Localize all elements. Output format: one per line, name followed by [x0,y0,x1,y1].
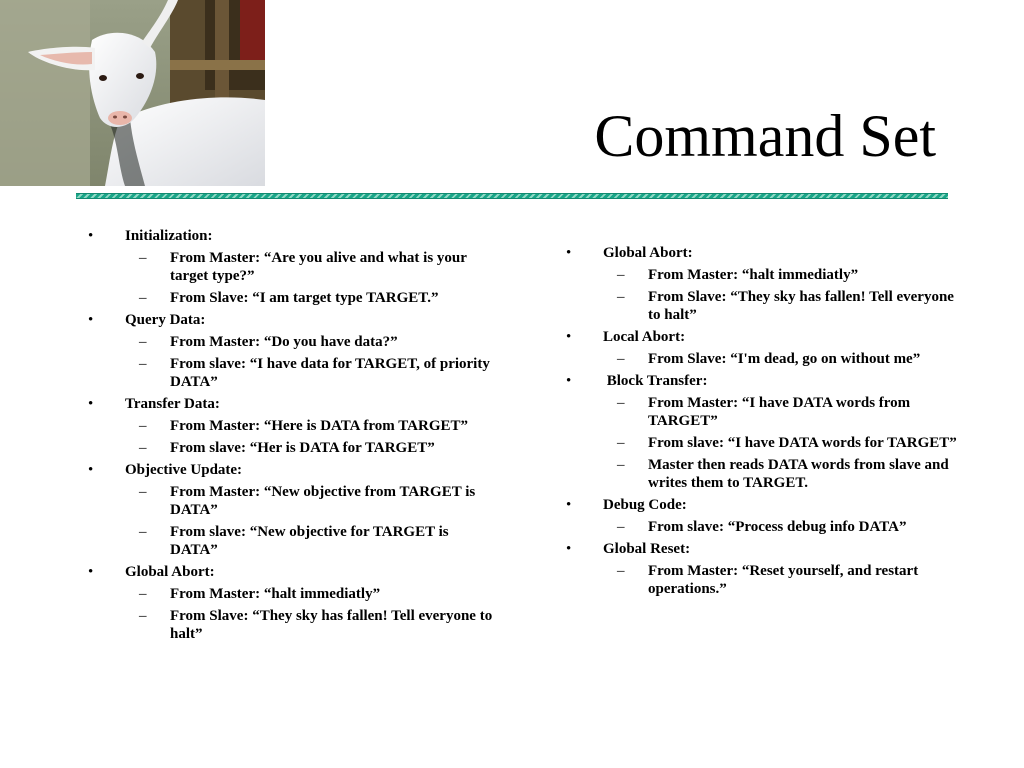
bullet-icon: • [566,373,572,389]
list-item [86,461,496,559]
dash-icon: – [139,586,147,602]
bullet-icon: • [88,312,94,328]
bullet-label: Transfer Data: [125,396,220,412]
bullet-label: Block Transfer: [603,373,708,389]
bullet-icon: • [88,462,94,478]
sub-item-text: From Master: “Reset yourself, and restart operations.” [648,563,919,597]
dash-icon: – [139,524,147,540]
dash-icon: – [139,608,147,624]
list-item [125,585,496,603]
list-item [125,333,496,351]
bullet-icon: • [566,329,572,345]
list-item [564,372,964,492]
bullet-label: Global Reset: [603,541,691,557]
sub-item-text: From slave: “New objective for TARGET is DATA” [170,524,449,558]
list-item [603,288,964,324]
bullet-icon: • [88,564,94,580]
list-item [86,563,496,643]
bullet-label: Local Abort: [603,329,686,345]
dash-icon: – [617,435,625,451]
list-item [125,607,496,643]
list-item [603,434,964,452]
bullet-icon: • [88,396,94,412]
list-item [603,518,964,536]
list-item [564,244,964,324]
sub-item-text: From Master: “halt immediatly” [170,586,381,602]
sub-item-text: From slave: “I have data for TARGET, of priority DATA” [170,356,490,390]
dash-icon: – [139,334,147,350]
sub-item-text: From slave: “Her is DATA for TARGET” [170,440,435,456]
list-item [564,540,964,598]
dash-icon: – [617,395,625,411]
dash-icon: – [617,519,625,535]
sub-item-text: From Master: “Do you have data?” [170,334,398,350]
dash-icon: – [139,484,147,500]
dash-icon: – [617,267,625,283]
right-column [564,244,964,602]
bullet-icon: • [566,245,572,261]
list-item [125,439,496,457]
sub-item-text: From Slave: “They sky has fallen! Tell everyone to halt” [648,289,954,323]
list-item [86,311,496,391]
list-item [603,350,964,368]
sub-item-text: From Slave: “I'm dead, go on without me” [648,351,921,367]
sub-item-text: From slave: “I have DATA words for TARGET” [648,435,957,451]
sub-item-text: From Master: “halt immediatly” [648,267,859,283]
dash-icon: – [139,440,147,456]
title-divider [76,193,948,199]
bullet-label: Global Abort: [125,564,215,580]
sub-item-text: From Master: “Are you alive and what is your target type?” [170,250,467,284]
dash-icon: – [617,289,625,305]
bullet-label: Debug Code: [603,497,687,513]
dash-icon: – [139,290,147,306]
sub-item-text: From Slave: “They sky has fallen! Tell everyone to halt” [170,608,493,642]
bullet-label: Initialization: [125,228,213,244]
list-item [125,523,496,559]
list-item [125,289,496,307]
dash-icon: – [139,418,147,434]
dash-icon: – [139,356,147,372]
list-item [125,355,496,391]
list-item [86,395,496,457]
list-item [125,483,496,519]
list-item [564,328,964,368]
list-item [603,562,964,598]
dash-icon: – [617,563,625,579]
sub-item-text: From Master: “New objective from TARGET is DATA” [170,484,476,518]
list-item [86,227,496,307]
dash-icon: – [617,457,625,473]
list-item [603,456,964,492]
list-item [125,249,496,285]
dash-icon: – [139,250,147,266]
list-item [603,394,964,430]
bullet-label: Global Abort: [603,245,693,261]
list-item [125,417,496,435]
sub-item-text: From Master: “I have DATA words from TARGET” [648,395,911,429]
sub-item-text: From Master: “Here is DATA from TARGET” [170,418,469,434]
list-item [564,496,964,536]
bullet-icon: • [566,497,572,513]
sub-item-text: From Slave: “I am target type TARGET.” [170,290,439,306]
bullet-label: Objective Update: [125,462,243,478]
sub-item-text: Master then reads DATA words from slave and writes them to TARGET. [648,457,949,491]
list-item [603,266,964,284]
goat-photo [0,0,265,186]
bullet-icon: • [566,541,572,557]
dash-icon: – [617,351,625,367]
left-column [86,227,496,647]
sub-item-text: From slave: “Process debug info DATA” [648,519,907,535]
bullet-icon: • [88,228,94,244]
bullet-label: Query Data: [125,312,206,328]
slide-title: Command Set [594,103,936,169]
